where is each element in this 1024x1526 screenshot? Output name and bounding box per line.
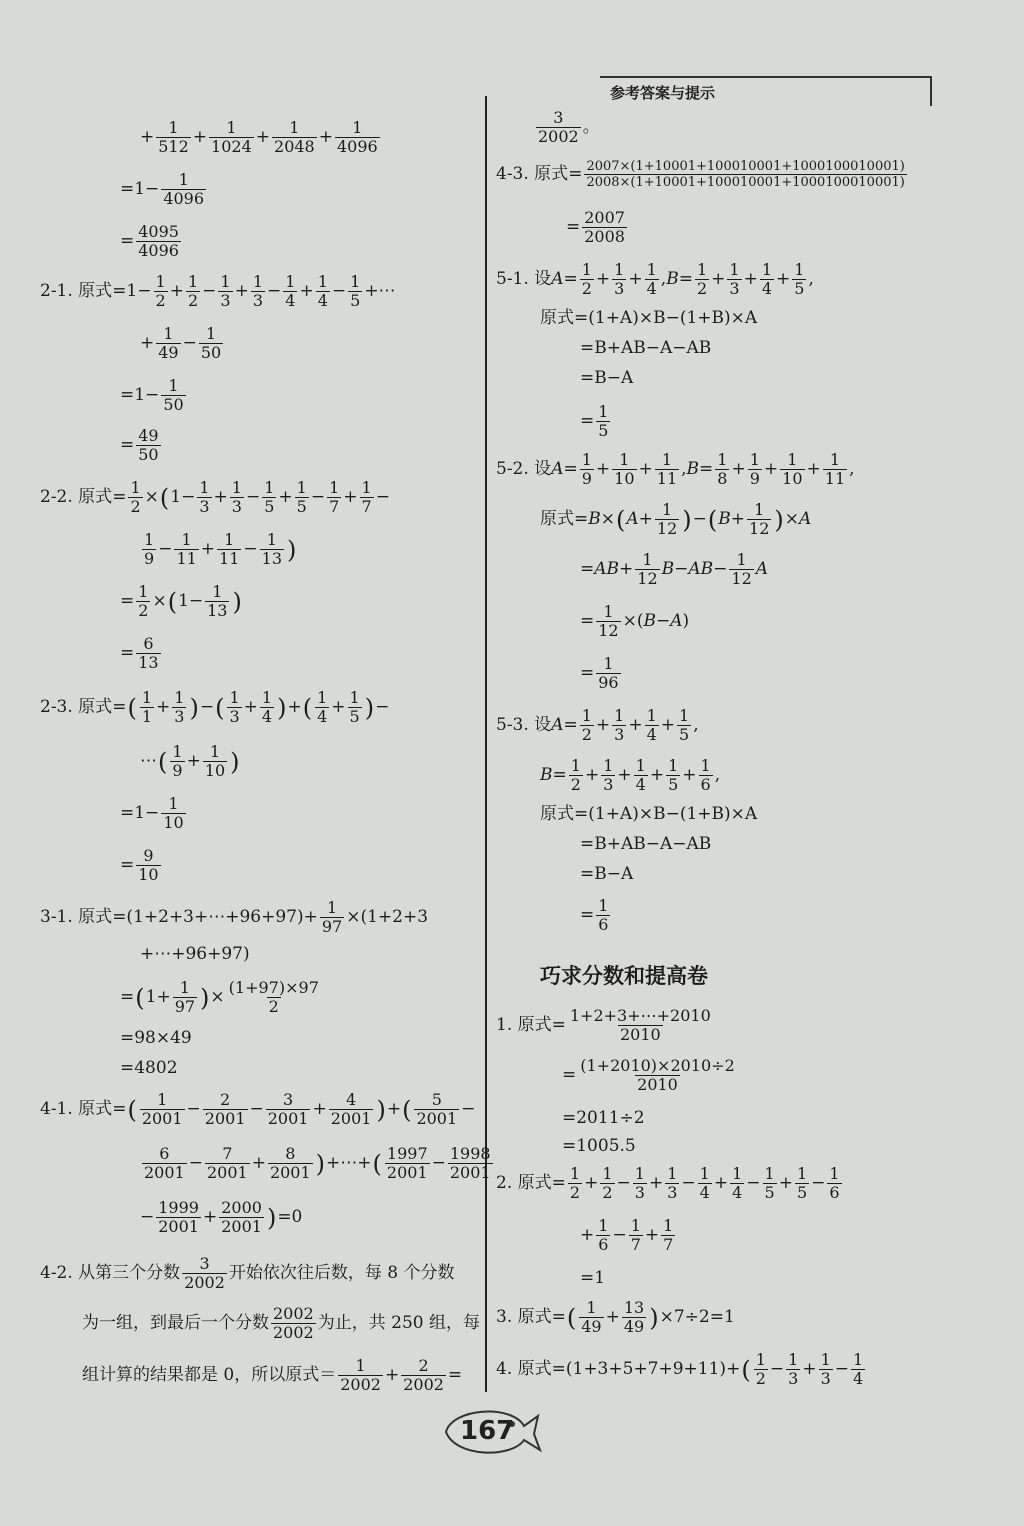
expr-4-2b: 为一组，到最后一个分数 xyxy=(82,1313,269,1333)
expr-4-2d: 组计算的结果都是 0，所以原式＝ xyxy=(82,1365,337,1385)
label-p2: 2. 原式 xyxy=(496,1173,552,1193)
expr-5-3b: =B+AB−A−AB xyxy=(580,834,712,854)
label-4-2: 4-2. 从第三个分数 xyxy=(40,1263,181,1283)
expr-5-1a: =(1+A)×B−(1+B)×A xyxy=(574,308,758,328)
problem-4-1: 4-1. 原式 = ( $\frac{1}{2001}$ − $\frac{2}{2001}$ − $\frac{3}{2001}$ + $\frac{4}{2001}$ ) + ( $\frac{5}{2001}$ − xyxy=(40,1090,476,1128)
line-2-2b: $\frac{1}{9}$ − $\frac{1}{11}$ + $\frac{1}{11}$ − $\frac{1}{13}$ ) xyxy=(144,530,297,568)
line-5-3e xyxy=(580,866,633,883)
line-5-1e: = $\frac{1}{5}$ xyxy=(580,402,609,440)
label-2-2: 2-2. 原式 xyxy=(40,487,113,507)
line-3-1c: = ( 1+ $\frac{1}{97}$ ) × $\frac{(1+97)\times 97}{2}$ xyxy=(120,978,319,1016)
problem-p4: 4. 原式 =(1+3+5+7+9+11)+ ( $\frac{1}{2}$ − $\frac{1}{3}$ + $\frac{1}{3}$ − $\frac{1}{4}$ xyxy=(496,1350,864,1388)
page-header xyxy=(600,76,932,106)
expr-p3a: ×7÷2=1 xyxy=(659,1307,735,1327)
line-2-3d: = $\frac{9}{10}$ xyxy=(120,846,159,884)
expr-5-1c: =B−A xyxy=(580,368,634,388)
label-5-3: 5-3. 设 xyxy=(496,715,552,735)
problem-4-3: 4-3. 原式 = $\frac{2007\times(1+10001+100010001+1000100010001)}{2008\times(1+10001+100010001+1000100010001)}$ xyxy=(496,159,905,190)
expr-5-1b: =B+AB−A−AB xyxy=(580,338,712,358)
line-4-3b: = $\frac{2007}{2008}$ xyxy=(566,208,625,246)
label-p3: 3. 原式 xyxy=(496,1307,552,1327)
line-p2c xyxy=(580,1270,605,1287)
line-3-1b xyxy=(140,946,250,963)
line-2-2c: = $\frac{1}{2}$ × ( 1− $\frac{1}{13}$ ) xyxy=(120,582,242,620)
line-2-1c: =1− $\frac{1}{50}$ xyxy=(120,376,184,414)
line-2-1d: = $\frac{49}{50}$ xyxy=(120,426,159,464)
line-2-3b: ⋯ ( $\frac{1}{9}$ + $\frac{1}{10}$ ) xyxy=(140,742,240,780)
section-title: 巧求分数和提高卷 xyxy=(540,964,708,988)
line-5-3f: = $\frac{1}{6}$ xyxy=(580,896,609,934)
line-4-1c: − $\frac{1999}{2001}$ + $\frac{2000}{2001}$ ) =0 xyxy=(140,1198,303,1236)
line-p1b: = $\frac{(1+2010)\times 2010\div 2}{2010}$ xyxy=(562,1056,735,1094)
problem-5-3: 5-3. 设 A = $\frac{1}{2}$ + $\frac{1}{3}$ + $\frac{1}{4}$ + $\frac{1}{5}$ , xyxy=(496,706,699,744)
expr-p2c: =1 xyxy=(580,1268,606,1288)
expr-5-3a: =(1+A)×B−(1+B)×A xyxy=(574,804,758,824)
problem-3-1: 3-1. 原式 =(1+2+3+⋯+96+97)+ $\frac{1}{97}$ ×(1+2+3 xyxy=(40,898,429,936)
line-5-2c: = AB + $\frac{1}{12}$ B − AB − $\frac{1}{12}$ A xyxy=(580,550,769,588)
expr-p1d: =2011÷2 xyxy=(562,1108,645,1128)
header-title: 参考答案与提示 xyxy=(610,84,716,102)
expr-4-2a: 开始依次往后数，每 8 个分数 xyxy=(228,1263,455,1283)
line-2-3c: =1− $\frac{1}{10}$ xyxy=(120,794,184,832)
line-5-2e: = $\frac{1}{96}$ xyxy=(580,654,619,692)
line-5-3b: B = $\frac{1}{2}$ + $\frac{1}{3}$ + $\frac{1}{4}$ + $\frac{1}{5}$ + $\frac{1}{6}$ , xyxy=(540,756,721,794)
problem-p2: 2. 原式 = $\frac{1}{2}$ + $\frac{1}{2}$ − $\frac{1}{3}$ + $\frac{1}{3}$ − $\frac{1}{4}$ + $\frac{1}{4}$ − $\frac{1}{5}$ + $\frac{1}{5}$ − $\frac{1}{6}$ xyxy=(496,1164,840,1202)
line-4-2d: $\frac{3}{2002}$ 。 xyxy=(538,108,600,146)
line-2-2d: = $\frac{6}{13}$ xyxy=(120,634,159,672)
label-5-2: 5-2. 设 xyxy=(496,459,552,479)
column-divider xyxy=(485,96,487,1392)
line-5-2d: = $\frac{1}{12}$ ×( B − A ) xyxy=(580,602,690,640)
problem-4-2: 4-2. 从第三个分数 $\frac{3}{2002}$ 开始依次往后数，每 8 个分数 xyxy=(40,1254,455,1292)
expr-3-1a: =(1+2+3+⋯+96+97)+ xyxy=(112,907,318,927)
problem-p1: 1. 原式 = $\frac{1+2+3+\cdots+2010}{2010}$ xyxy=(496,1006,711,1044)
line-l2: =1− $\frac{1}{4096}$ xyxy=(120,170,205,208)
line-4-2c: 组计算的结果都是 0，所以原式＝ $\frac{1}{2002}$ + $\frac{2}{2002}$ = xyxy=(82,1356,463,1394)
line-3-1d xyxy=(120,1030,192,1047)
label-4-1: 4-1. 原式 xyxy=(40,1099,113,1119)
line-3-1e xyxy=(120,1060,178,1077)
expr-3-1d: =98×49 xyxy=(120,1028,192,1048)
problem-5-1: 5-1. 设 A = $\frac{1}{2}$ + $\frac{1}{3}$ + $\frac{1}{4}$ , B = $\frac{1}{2}$ + $\frac{1}{3}$ + $\frac{1}{4}$ + $\frac{1}{5}$ , xyxy=(496,260,814,298)
label-4-3: 4-3. 原式 xyxy=(496,164,569,184)
label-yuanshi: 原式 xyxy=(540,308,574,328)
line-p1d xyxy=(562,1138,636,1155)
line-p1c xyxy=(562,1110,645,1127)
expr-3-1b: ×(1+2+3 xyxy=(346,907,429,927)
line-l1: + $\frac{1}{512}$ + $\frac{1}{1024}$ + $\frac{1}{2048}$ + $\frac{1}{4096}$ xyxy=(140,118,378,156)
line-2-1b: + $\frac{1}{49}$ − $\frac{1}{50}$ xyxy=(140,324,222,362)
problem-2-1: 2-1. 原式 =1− $\frac{1}{2}$ + $\frac{1}{2}$ − $\frac{1}{3}$ + $\frac{1}{3}$ − $\frac{1}{4}$ + $\frac{1}{4}$ − $\frac{1}{5}$ +⋯ xyxy=(40,272,396,310)
expr-5-3c: =B−A xyxy=(580,864,634,884)
page-number-badge xyxy=(442,1402,542,1460)
problem-5-2: 5-2. 设 A = $\frac{1}{9}$ + $\frac{1}{10}$ + $\frac{1}{11}$ , B = $\frac{1}{8}$ + $\frac{1}{9}$ + $\frac{1}{10}$ + $\frac{1}{11}$ , xyxy=(496,450,855,488)
expr-p1e: =1005.5 xyxy=(562,1136,636,1156)
line-5-1b xyxy=(540,310,757,327)
label-yuanshi: 原式 xyxy=(540,509,574,529)
label-p1: 1. 原式 xyxy=(496,1015,552,1035)
line-l3: = $\frac{4095}{4096}$ xyxy=(120,222,179,260)
expr-p4a: =(1+3+5+7+9+11)+ xyxy=(551,1359,741,1379)
line-4-1b: $\frac{6}{2001}$ − $\frac{7}{2001}$ + $\frac{8}{2001}$ ) +⋯+ ( $\frac{1997}{2001}$ − $\frac{1998}{2001}$ xyxy=(144,1144,491,1182)
page-number: 167 xyxy=(460,1416,515,1446)
line-5-3d xyxy=(580,836,711,853)
expr-3-1c: +⋯+96+97) xyxy=(140,944,250,964)
label-2-3: 2-3. 原式 xyxy=(40,697,113,717)
line-5-2b: 原式 = B × ( A + $\frac{1}{12}$ ) − ( B + $\frac{1}{12}$ ) × A xyxy=(540,500,812,538)
line-5-3c xyxy=(540,806,757,823)
line-p2b: + $\frac{1}{6}$ − $\frac{1}{7}$ + $\frac{1}{7}$ xyxy=(580,1216,674,1254)
label-3-1: 3-1. 原式 xyxy=(40,907,113,927)
line-5-1d xyxy=(580,370,633,387)
problem-p3: 3. 原式 = ( $\frac{1}{49}$ + $\frac{13}{49}$ ) ×7÷2=1 xyxy=(496,1298,735,1336)
label-yuanshi: 原式 xyxy=(540,804,574,824)
expr-3-1e: =4802 xyxy=(120,1058,178,1078)
line-4-2b: 为一组，到最后一个分数 $\frac{2002}{2002}$ 为止，共 250 组，每 xyxy=(82,1304,480,1342)
problem-2-3: 2-3. 原式 = ( $\frac{1}{1}$ + $\frac{1}{3}$ ) − ( $\frac{1}{3}$ + $\frac{1}{4}$ ) + ( $\frac{1}{4}$ + $\frac{1}{5}$ ) − xyxy=(40,688,390,726)
label-p4: 4. 原式 xyxy=(496,1359,552,1379)
problem-2-2: 2-2. 原式 = $\frac{1}{2}$ × ( 1− $\frac{1}{3}$ + $\frac{1}{3}$ − $\frac{1}{5}$ + $\frac{1}{5}$ − $\frac{1}{7}$ + $\frac{1}{7}$ − xyxy=(40,478,390,516)
label-2-1: 2-1. 原式 xyxy=(40,281,113,301)
line-5-1c xyxy=(580,340,711,357)
expr-4-2c: 为止，共 250 组，每 xyxy=(317,1313,480,1333)
label-5-1: 5-1. 设 xyxy=(496,269,552,289)
